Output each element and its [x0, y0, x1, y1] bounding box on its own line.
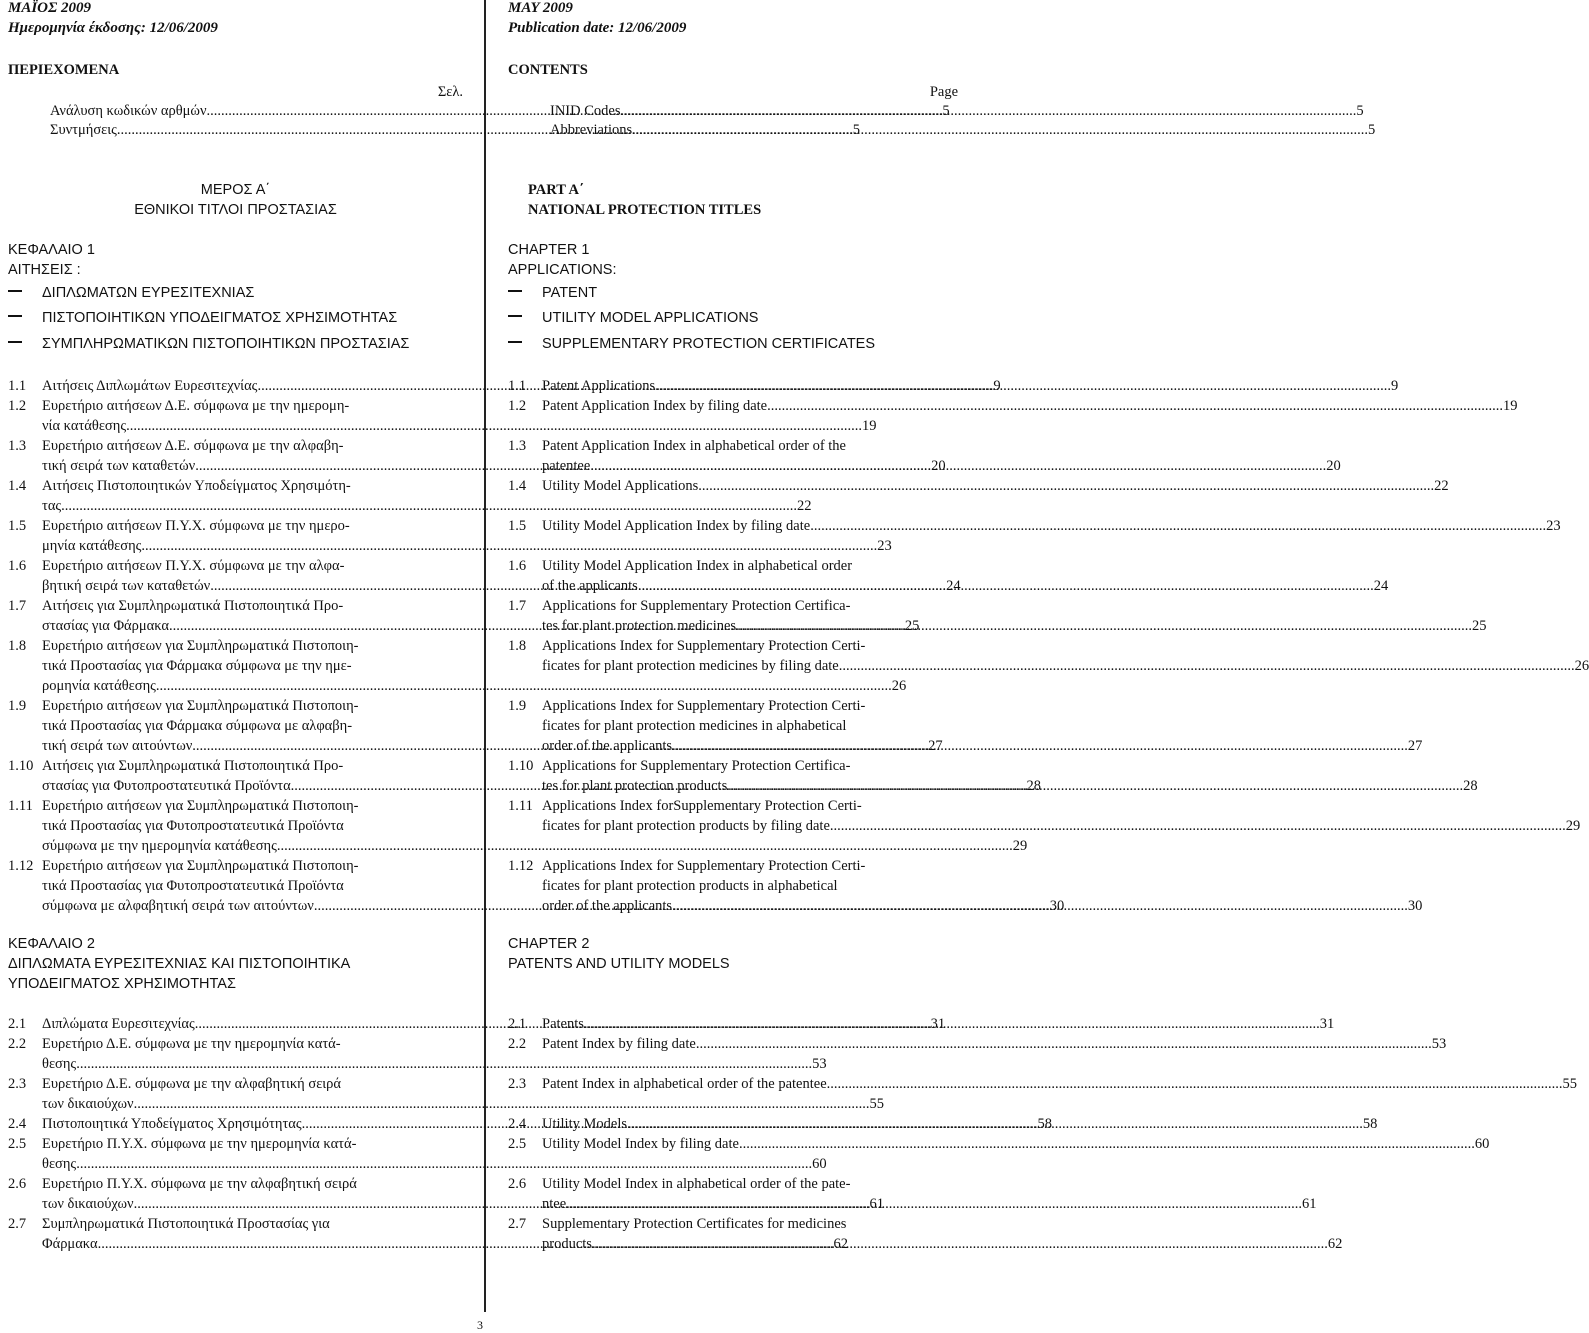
toc-item[interactable] — [42, 1156, 827, 1173]
toc-item-number: 2.7 — [8, 1216, 27, 1232]
leader-dots — [696, 1036, 1432, 1053]
leader-dots — [584, 1016, 1320, 1033]
toc-item[interactable] — [542, 378, 1399, 395]
leader-dots — [134, 1096, 870, 1113]
toc-item-text[interactable]: Ευρετήριο Π.Υ.Χ. σύμφωνα με την αλφαβητική σειρά — [42, 1176, 357, 1192]
toc-item-number: 1.5 — [8, 518, 27, 534]
toc-item-text: tes for plant protection products — [542, 778, 728, 794]
leader-dots — [655, 378, 1391, 395]
toc-page-number: 19 — [1502, 398, 1518, 414]
toc-item[interactable] — [42, 498, 812, 515]
toc-page-number: 55 — [869, 1096, 884, 1112]
header-date: Publication date: 12/06/2009 — [508, 20, 687, 36]
toc-item-text: order of the applicants — [542, 738, 673, 754]
toc-item[interactable] — [542, 478, 1449, 495]
chapter-title: ΚΕΦΑΛΑΙΟ 1 — [8, 242, 95, 258]
toc-item[interactable] — [42, 1096, 884, 1113]
toc-page-number: 53 — [1431, 1036, 1447, 1052]
leader-dots — [672, 738, 1408, 755]
toc-page-number: 53 — [812, 1056, 827, 1072]
toc-page-number: 30 — [1049, 898, 1065, 914]
toc-item-text[interactable]: Applications Index forSupplementary Protection Certi- — [542, 798, 862, 814]
toc-item[interactable] — [542, 778, 1478, 795]
chapter-bullet: UTILITY MODEL APPLICATIONS — [508, 310, 758, 326]
toc-item-text: of the applicants — [542, 578, 638, 594]
toc-item-number: 2.4 — [508, 1116, 527, 1132]
toc-item-number: 2.2 — [8, 1036, 27, 1052]
toc-page-number: 30 — [1407, 898, 1423, 914]
toc-item-text[interactable]: Συμπληρωματικά Πιστοποιητικά Προστασίας για — [42, 1216, 330, 1232]
toc-item-text: θεσης — [42, 1156, 77, 1172]
toc-item-text: θεσης — [42, 1056, 77, 1072]
toc-item-text[interactable]: τικά Προστασίας για Φάρμακα σύμφωνα με την ημε- — [42, 658, 352, 674]
leader-dots — [61, 498, 797, 515]
toc-item-text[interactable]: Ευρετήριο Π.Υ.Χ. σύμφωνα με την ημερομηνία κατά- — [42, 1136, 357, 1152]
toc-item-text[interactable]: Applications Index for Supplementary Protection Certi- — [542, 698, 866, 714]
toc-item-number: 2.6 — [8, 1176, 27, 1192]
toc-page-number: 55 — [1562, 1076, 1578, 1092]
toc-page-number: 58 — [1362, 1116, 1378, 1132]
toc-item-text[interactable]: Ευρετήριο αιτήσεων Π.Υ.Χ. σύμφωνα με την ημερο- — [42, 518, 350, 534]
toc-item-text: Φάρμακα — [42, 1236, 98, 1252]
toc-item-text: ρομηνία κατάθεσης — [42, 678, 156, 694]
toc-page-number: 28 — [1026, 778, 1042, 794]
leader-dots — [627, 1116, 1363, 1133]
page-label: Page — [929, 84, 958, 100]
toc-item-text[interactable]: Αιτήσεις για Συμπληρωματικά Πιστοποιητικά Προ- — [42, 598, 344, 614]
leader-dots — [156, 678, 892, 695]
dash-icon — [508, 315, 522, 317]
part-title: PART A΄ — [528, 182, 584, 198]
toc-item-text: νία κατάθεσης — [42, 418, 127, 434]
leader-dots — [277, 838, 1013, 855]
toc-item[interactable] — [42, 1056, 827, 1073]
toc-item[interactable] — [542, 1196, 1317, 1213]
toc-item[interactable] — [42, 538, 892, 555]
toc-page-number: 60 — [812, 1156, 827, 1172]
leader-dots — [590, 458, 1326, 475]
toc-item-text[interactable]: Applications for Supplementary Protection Certifica- — [542, 758, 851, 774]
toc-item-text: Patent Index by filing date — [542, 1036, 696, 1052]
toc-item-number: 2.6 — [508, 1176, 527, 1192]
leader-dots — [739, 1136, 1475, 1153]
toc-item[interactable] — [542, 458, 1341, 475]
toc-page-number: 62 — [1327, 1236, 1343, 1252]
toc-page-number: 5 — [942, 103, 950, 119]
toc-item[interactable] — [542, 1136, 1490, 1153]
toc-page-number: 25 — [904, 618, 920, 634]
toc-item-text: στασίας για Φάρμακα — [42, 618, 170, 634]
chapter-title: ΚΕΦΑΛΑΙΟ 2 — [8, 936, 95, 952]
toc-item-text[interactable]: Applications for Supplementary Protection Certifica- — [542, 598, 851, 614]
leader-dots — [767, 398, 1503, 415]
toc-item-text: order of the applicants — [542, 898, 673, 914]
dash-icon — [508, 290, 522, 292]
toc-item[interactable] — [542, 738, 1423, 755]
toc-page-number: 22 — [1434, 478, 1449, 494]
toc-item-text: tes for plant protection medicines — [542, 618, 737, 634]
chapter-title: CHAPTER 2 — [508, 936, 590, 952]
toc-page-number: 24 — [1373, 578, 1389, 594]
toc-item-number: 1.3 — [508, 438, 527, 454]
toc-item-number: 1.3 — [8, 438, 27, 454]
toc-page-number: 25 — [1471, 618, 1487, 634]
toc-item-text[interactable]: Applications Index for Supplementary Protection Certi- — [542, 638, 866, 654]
leader-dots — [810, 518, 1546, 535]
toc-item[interactable] — [542, 1116, 1378, 1133]
toc-item[interactable] — [542, 1236, 1343, 1253]
part-subtitle: ΕΘΝΙΚΟΙ ΤΙΤΛΟΙ ΠΡΟΣΤΑΣΙΑΣ — [134, 202, 337, 218]
dash-icon — [508, 341, 522, 343]
toc-item-number: 1.5 — [508, 518, 527, 534]
header-date: Ημερομηνία έκδοσης: 12/06/2009 — [8, 20, 218, 36]
toc-item-number: 1.8 — [8, 638, 27, 654]
toc-page-number: 31 — [930, 1016, 946, 1032]
header-month: ΜΑΪΟΣ 2009 — [8, 0, 92, 16]
contents-title: ΠΕΡΙΕΧΟΜΕΝΑ — [8, 62, 120, 78]
toc-item-number: 1.12 — [8, 858, 34, 874]
contents-title: CONTENTS — [508, 62, 588, 78]
toc-item-text[interactable]: τικά Προστασίας για Φάρμακα σύμφωνα με αλφαβη- — [42, 718, 353, 734]
toc-page-number: 62 — [833, 1236, 848, 1252]
toc-item-text: τική σειρά των αιτούντων — [42, 738, 193, 754]
toc-item-number: 2.5 — [508, 1136, 527, 1152]
toc-page-number: 5 — [1368, 122, 1376, 138]
toc-item-number: 1.10 — [508, 758, 534, 774]
toc-item-number: 1.9 — [508, 698, 527, 714]
toc-item-number: 2.1 — [8, 1016, 27, 1032]
toc-item-text: Utility Model Applications — [542, 478, 699, 494]
toc-item[interactable] — [42, 838, 1028, 855]
toc-page-number: 23 — [877, 538, 892, 554]
toc-item-number: 1.10 — [8, 758, 34, 774]
toc-item-number: 2.4 — [8, 1116, 27, 1132]
toc-item-number: 2.3 — [8, 1076, 27, 1092]
toc-item-text: ficates for plant protection products by filing date — [542, 818, 830, 834]
toc-item-text[interactable]: ficates for plant protection products in alphabetical — [542, 878, 838, 894]
toc-page-number: 29 — [1565, 818, 1581, 834]
toc-item-text[interactable]: Applications Index for Supplementary Protection Certi- — [542, 858, 866, 874]
dash-icon — [8, 341, 22, 343]
toc-item-text: Αιτήσεις Διπλωμάτων Ευρεσιτεχνίας — [42, 378, 258, 394]
toc-item-number: 2.7 — [508, 1216, 527, 1232]
toc-page-number: 31 — [1319, 1016, 1335, 1032]
toc-page-number: 5 — [852, 122, 861, 138]
toc-item-number: 1.6 — [508, 558, 527, 574]
contents-item[interactable]: INID Codes ..... 5 — [550, 103, 958, 120]
toc-item-text: Utility Models — [542, 1116, 627, 1132]
leader-dots — [827, 1076, 1563, 1093]
toc-page-number: 26 — [1574, 658, 1589, 674]
toc-page-number: 29 — [1012, 838, 1028, 854]
toc-item-number: 1.1 — [8, 378, 27, 394]
toc-item-text: patentee — [542, 458, 591, 474]
toc-page-number: 22 — [797, 498, 812, 514]
toc-page-number: 20 — [1326, 458, 1341, 474]
toc-item-number: 2.1 — [508, 1016, 527, 1032]
toc-item[interactable] — [542, 398, 1518, 415]
toc-page-number: 5 — [1356, 103, 1364, 119]
toc-item-text: Utility Model Index by filing date — [542, 1136, 739, 1152]
toc-item-text[interactable]: Patent Application Index in alphabetical order of the — [542, 438, 846, 454]
toc-item-text[interactable]: Ευρετήριο Δ.Ε. σύμφωνα με την αλφαβητική σειρά — [42, 1076, 342, 1092]
toc-item-text: ficates for plant protection medicines by filing date — [542, 658, 839, 674]
toc-page-number: 24 — [946, 578, 961, 594]
leader-dots — [141, 538, 877, 555]
toc-item-text: των δικαιούχων — [42, 1196, 134, 1212]
dash-icon — [8, 290, 22, 292]
toc-item[interactable] — [542, 618, 1487, 635]
toc-item-text: σύμφωνα με την ημερομηνία κατάθεσης — [42, 838, 277, 854]
toc-item-text: Διπλώματα Ευρεσιτεχνίας — [42, 1016, 195, 1032]
leader-dots — [830, 818, 1566, 835]
toc-item-number: 1.11 — [8, 798, 33, 814]
toc-item-text[interactable]: τικά Προστασίας για Φυτοπροστατευτικά Προϊόντα — [42, 818, 344, 834]
chapter-subtitle: ΔΙΠΛΩΜΑΤΑ ΕΥΡΕΣΙΤΕΧΝΙΑΣ ΚΑΙ ΠΙΣΤΟΠΟΙΗΤΙΚΑ — [8, 956, 351, 972]
leader-dots — [736, 618, 1472, 635]
leader-dots — [126, 418, 862, 435]
toc-item-number: 1.7 — [8, 598, 27, 614]
toc-item-text[interactable]: Utility Model Application Index in alphabetical order — [542, 558, 853, 574]
toc-item-text[interactable]: Ευρετήριο αιτήσεων Δ.Ε. σύμφωνα με την ημερομη- — [42, 398, 350, 414]
toc-item-text[interactable]: Ευρετήριο αιτήσεων για Συμπληρωματικά Πιστοποιη- — [42, 798, 359, 814]
chapter-subtitle: PATENTS AND UTILITY MODELS — [508, 956, 730, 972]
chapter-bullet: PATENT — [508, 285, 597, 301]
toc-item-number: 2.2 — [508, 1036, 527, 1052]
part-title: ΜΕΡΟΣ Α΄ — [200, 182, 271, 198]
toc-item-number: 2.3 — [508, 1076, 527, 1092]
toc-item-text[interactable]: Ευρετήριο αιτήσεων για Συμπληρωματικά Πιστοποιη- — [42, 638, 359, 654]
chapter-bullet: ΔΙΠΛΩΜΑΤΩΝ ΕΥΡΕΣΙΤΕΧΝΙΑΣ — [8, 285, 254, 301]
leader-dots — [592, 1236, 1328, 1253]
toc-item[interactable] — [542, 898, 1423, 915]
toc-item-text: σύμφωνα με αλφαβητική σειρά των αιτούντων — [42, 898, 314, 914]
toc-item-text: μηνία κατάθεσης — [42, 538, 142, 554]
header-month: MAY 2009 — [508, 0, 573, 16]
leader-dots — [839, 658, 1575, 675]
toc-item-text: Patents — [542, 1016, 584, 1032]
toc-page-number: 61 — [869, 1196, 884, 1212]
leader-dots — [727, 778, 1463, 795]
chapter-bullet: ΠΙΣΤΟΠΟΙΗΤΙΚΩΝ ΥΠΟΔΕΙΓΜΑΤΟΣ ΧΡΗΣΙΜΟΤΗΤΑΣ — [8, 310, 397, 326]
toc-page-number: 20 — [931, 458, 946, 474]
toc-item-number: 1.9 — [8, 698, 27, 714]
toc-item-number: 1.1 — [508, 378, 527, 394]
toc-item-text: βητική σειρά των καταθετών — [42, 578, 211, 594]
toc-page-number: 27 — [928, 738, 943, 754]
toc-item-text[interactable]: Αιτήσεις για Συμπληρωματικά Πιστοποιητικά Προ- — [42, 758, 344, 774]
toc-item[interactable] — [542, 1076, 1578, 1093]
toc-item[interactable] — [542, 818, 1581, 835]
part-subtitle: NATIONAL PROTECTION TITLES — [528, 202, 762, 218]
toc-item-number: 1.6 — [8, 558, 27, 574]
toc-page-number: 19 — [861, 418, 877, 434]
toc-item-text: στασίας για Φυτοπροστατευτικά Προϊόντα — [42, 778, 291, 794]
toc-item[interactable] — [42, 678, 907, 695]
toc-page-number: 9 — [993, 378, 1001, 394]
toc-item[interactable] — [542, 518, 1561, 535]
toc-item-text: τική σειρά των καταθετών — [42, 458, 196, 474]
toc-item-text: των δικαιούχων — [42, 1096, 134, 1112]
toc-item-text[interactable]: Ευρετήριο Δ.Ε. σύμφωνα με την ημερομηνία κατά- — [42, 1036, 341, 1052]
leader-dots — [698, 478, 1434, 495]
toc-page-number: 60 — [1474, 1136, 1490, 1152]
toc-page-number: 58 — [1037, 1116, 1052, 1132]
leader-dots — [566, 1196, 1302, 1213]
leader-dots — [672, 898, 1408, 915]
contents-item[interactable]: Abbreviations ..... 5 — [550, 122, 958, 139]
toc-page-number: 61 — [1302, 1196, 1317, 1212]
chapter-bullet: SUPPLEMENTARY PROTECTION CERTIFICATES — [508, 336, 875, 352]
toc-item[interactable] — [542, 578, 1389, 595]
toc-item[interactable] — [542, 658, 1589, 675]
toc-page-number: 26 — [891, 678, 907, 694]
toc-item-number: 1.2 — [8, 398, 27, 414]
toc-item-number: 1.7 — [508, 598, 527, 614]
toc-item-number: 1.2 — [508, 398, 527, 414]
toc-item-number: 1.11 — [508, 798, 533, 814]
toc-item[interactable] — [42, 418, 877, 435]
toc-item-text[interactable]: Ευρετήριο αιτήσεων για Συμπληρωματικά Πιστοποιη- — [42, 858, 359, 874]
chapter-bullet: ΣΥΜΠΛΗΡΩΜΑΤΙΚΩΝ ΠΙΣΤΟΠΟΙΗΤΙΚΩΝ ΠΡΟΣΤΑΣΙΑΣ — [8, 336, 409, 352]
chapter-title: CHAPTER 1 — [508, 242, 590, 258]
toc-item-text: Patent Application Index by filing date — [542, 398, 768, 414]
toc-item-number: 1.12 — [508, 858, 534, 874]
toc-item-text[interactable]: Ευρετήριο αιτήσεων Δ.Ε. σύμφωνα με την αλφαβη- — [42, 438, 344, 454]
toc-item-number: 2.5 — [8, 1136, 27, 1152]
toc-item-number: 1.8 — [508, 638, 527, 654]
toc-item-text: Πιστοποιητικά Υποδείγματος Χρησιμότητας — [42, 1116, 302, 1132]
toc-item-text[interactable]: Utility Model Index in alphabetical order of the pate- — [542, 1176, 851, 1192]
toc-item-text: products — [542, 1236, 592, 1252]
contents-item[interactable]: Συντμήσεις ..... 5 — [50, 122, 463, 139]
toc-item-text: ntee — [542, 1196, 567, 1212]
chapter-subtitle: APPLICATIONS: — [508, 262, 617, 278]
toc-item-number: 1.4 — [8, 478, 27, 494]
toc-item-text[interactable]: τικά Προστασίας για Φυτοπροστατευτικά Προϊόντα — [42, 878, 344, 894]
leader-dots — [638, 578, 1374, 595]
contents-item[interactable]: Ανάλυση κωδικών αρθμών ..... 5 — [50, 103, 463, 120]
toc-item-text[interactable]: Ευρετήριο αιτήσεων Π.Υ.Χ. σύμφωνα με την αλφα- — [42, 558, 345, 574]
page-label: Σελ. — [437, 84, 463, 100]
page-number: 3 — [477, 1318, 483, 1332]
toc-page-number: 23 — [1546, 518, 1561, 534]
leader-dots — [76, 1156, 812, 1173]
toc-item-text: Patent Applications — [542, 378, 656, 394]
toc-item-text: Utility Model Application Index by filing date — [542, 518, 811, 534]
toc-item-text[interactable]: Αιτήσεις Πιστοποιητικών Υποδείγματος Χρησιμότη- — [42, 478, 351, 494]
chapter-subtitle: ΑΙΤΗΣΕΙΣ : — [8, 262, 81, 278]
toc-item[interactable] — [542, 1036, 1447, 1053]
toc-item-text: τας — [42, 498, 62, 514]
dash-icon — [8, 315, 22, 317]
toc-page-number: 27 — [1407, 738, 1423, 754]
toc-item-text: Patent Index in alphabetical order of the patentee — [542, 1076, 827, 1092]
chapter-subtitle: ΥΠΟΔΕΙΓΜΑΤΟΣ ΧΡΗΣΙΜΟΤΗΤΑΣ — [8, 976, 236, 992]
leader-dots — [76, 1056, 812, 1073]
toc-item-text[interactable]: Supplementary Protection Certificates for medicines — [542, 1216, 847, 1232]
toc-page-number: 28 — [1463, 778, 1478, 794]
toc-item[interactable] — [542, 1016, 1335, 1033]
toc-item-text[interactable]: ficates for plant protection medicines in alphabetical — [542, 718, 847, 734]
toc-page-number: 9 — [1391, 378, 1399, 394]
toc-item-number: 1.4 — [508, 478, 527, 494]
toc-item-text[interactable]: Ευρετήριο αιτήσεων για Συμπληρωματικά Πιστοποιη- — [42, 698, 359, 714]
